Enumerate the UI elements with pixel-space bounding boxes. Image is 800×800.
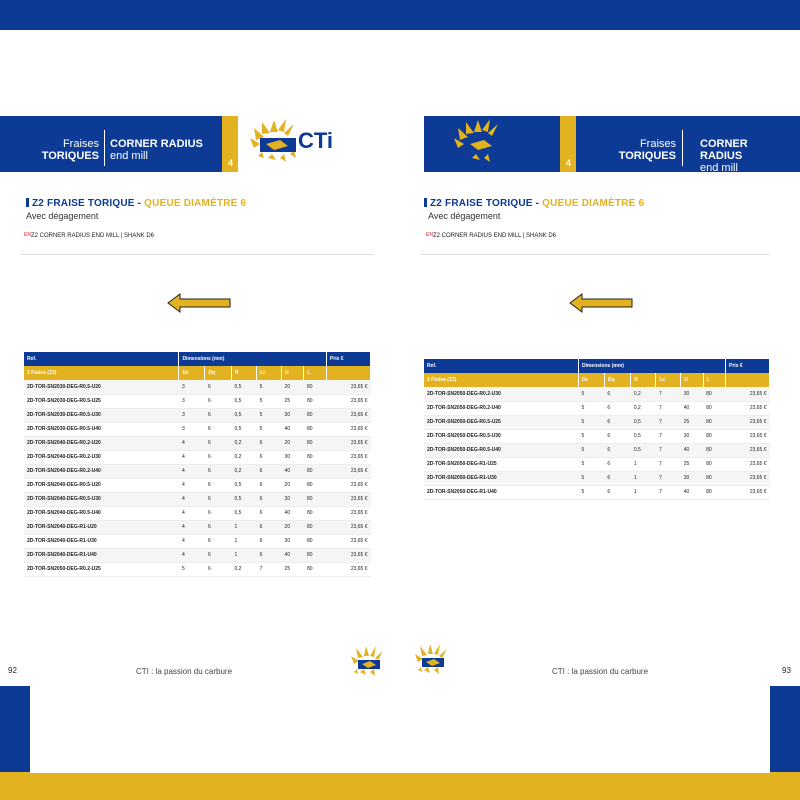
dimension-cell: 6	[604, 485, 630, 499]
dimension-cell: 0,5	[631, 429, 656, 443]
gold-frame-bottom	[0, 772, 800, 800]
dimension-cell: 7	[656, 485, 681, 499]
dimension-cell: 5	[578, 485, 604, 499]
dimension-cell: 6	[257, 464, 282, 478]
dimension-cell: 80	[304, 478, 326, 492]
col-r-right: R	[631, 373, 656, 387]
product-ref: 2D-TOR-SN2040-DEG-R0.5-U20	[24, 478, 179, 492]
left-arrow-icon-right	[568, 292, 634, 314]
dimension-cell: 7	[656, 429, 681, 443]
product-price: 23,65 €	[326, 450, 370, 464]
table-row	[424, 471, 770, 485]
dimension-cell: 6	[205, 422, 232, 436]
dimension-cell: 30	[282, 408, 304, 422]
dimension-cell: 6	[257, 436, 282, 450]
table-row	[24, 492, 371, 506]
dimension-cell: 80	[304, 562, 326, 576]
product-ref: 2D-TOR-SN2040-DEG-R1-U40	[24, 548, 179, 562]
product-ref: 2D-TOR-SN2050-DEG-R0.5-U25	[424, 415, 578, 429]
dimension-cell: 0,5	[631, 443, 656, 457]
page-number-left: 92	[8, 666, 17, 675]
dimension-cell: 6	[257, 478, 282, 492]
table-row	[24, 422, 371, 436]
dimension-cell: 3	[179, 422, 205, 436]
dimension-cell: 6	[205, 408, 232, 422]
dimension-cell: 20	[282, 436, 304, 450]
dimension-cell: 1	[231, 520, 256, 534]
dimension-cell: 0,5	[231, 394, 256, 408]
dimension-cell: 6	[604, 429, 630, 443]
col-r: R	[231, 366, 256, 380]
logo-text-right: CTi	[502, 128, 538, 153]
header-divider	[104, 130, 105, 166]
col-dimensions-header-right: Dimensions (mm)	[578, 359, 725, 373]
product-ref: 2D-TOR-SN2030-DEG-R0.5-U30	[24, 408, 179, 422]
table-row	[24, 394, 371, 408]
dimension-cell: 0,2	[231, 464, 256, 478]
dimension-cell: 30	[282, 534, 304, 548]
table-row	[24, 408, 371, 422]
product-price: 23,65 €	[326, 506, 370, 520]
dimension-cell: 6	[205, 436, 232, 450]
section-number-right: 4	[566, 158, 572, 168]
product-ref: 2D-TOR-SN2040-DEG-R0.2-U20	[24, 436, 179, 450]
dimension-cell: 6	[257, 520, 282, 534]
footer-logo-left-icon	[350, 642, 390, 682]
table-row	[424, 485, 770, 499]
dimension-cell: 80	[703, 387, 725, 401]
dimension-cell: 80	[304, 548, 326, 562]
dimension-cell: 0,2	[631, 387, 656, 401]
dimension-cell: 5	[257, 394, 282, 408]
dimension-cell: 4	[179, 478, 205, 492]
divider-line-right	[420, 254, 770, 255]
dimension-cell: 5	[578, 387, 604, 401]
dimension-cell: 0,2	[231, 562, 256, 576]
product-ref: 2D-TOR-SN2030-DEG-R0.5-U25	[24, 394, 179, 408]
product-ref: 2D-TOR-SN2050-DEG-R0.5-U30	[424, 429, 578, 443]
product-price: 23,65 €	[326, 520, 370, 534]
table-row	[24, 436, 371, 450]
product-price: 23,65 €	[326, 380, 370, 394]
col-dq: Dq	[205, 366, 232, 380]
dimension-cell: 1	[631, 457, 656, 471]
dimension-cell: 40	[681, 485, 703, 499]
col-dimensions-header: Dimensions (mm)	[179, 352, 326, 366]
dimension-cell: 6	[205, 492, 232, 506]
dimension-cell: 3	[179, 380, 205, 394]
dimension-cell: 7	[656, 443, 681, 457]
col-dc: Dc	[179, 366, 205, 380]
table-row	[424, 457, 770, 471]
table-row	[424, 443, 770, 457]
dimension-cell: 7	[656, 471, 681, 485]
product-ref: 2D-TOR-SN2050-DEG-R0.2-U25	[24, 562, 179, 576]
dimension-cell: 7	[656, 415, 681, 429]
dimension-cell: 5	[578, 457, 604, 471]
dimension-cell: 5	[179, 562, 205, 576]
product-price: 23,65 €	[726, 387, 770, 401]
dimension-cell: 80	[304, 422, 326, 436]
product-price: 23,65 €	[326, 422, 370, 436]
product-price: 23,65 €	[326, 548, 370, 562]
header-title-fr: Fraises TORIQUES	[41, 138, 99, 162]
product-table-left	[24, 352, 371, 577]
dimension-cell: 5	[257, 380, 282, 394]
dimension-cell: 6	[604, 401, 630, 415]
dimension-cell: 4	[179, 534, 205, 548]
dimension-cell: 4	[179, 436, 205, 450]
section-number: 4	[228, 158, 234, 168]
dimension-cell: 6	[205, 464, 232, 478]
dimension-cell: 0,5	[231, 408, 256, 422]
dimension-cell: 80	[703, 471, 725, 485]
product-price: 23,65 €	[326, 562, 370, 576]
dimension-cell: 25	[681, 415, 703, 429]
table-row	[24, 548, 371, 562]
col-dq-right: Dq	[604, 373, 630, 387]
dimension-cell: 7	[656, 387, 681, 401]
product-ref: 2D-TOR-SN2030-DEG-R0.5-U20	[24, 380, 179, 394]
header-title-en-right: CORNER RADIUS end mill	[700, 138, 748, 174]
product-ref: 2D-TOR-SN2050-DEG-R0.2-U40	[424, 401, 578, 415]
header-title-en: CORNER RADIUS end mill	[110, 138, 203, 162]
divider-line	[20, 254, 374, 255]
dimension-cell: 6	[604, 443, 630, 457]
col-u-right: U	[681, 373, 703, 387]
header-title-fr-right: Fraises TORIQUES	[618, 138, 676, 162]
dimension-cell: 6	[257, 534, 282, 548]
product-table-right	[424, 359, 770, 500]
table-row	[424, 387, 770, 401]
dimension-cell: 6	[604, 457, 630, 471]
logo-text: CTi	[298, 128, 334, 153]
dimension-cell: 80	[304, 394, 326, 408]
dimension-cell: 4	[179, 492, 205, 506]
dimension-cell: 80	[304, 408, 326, 422]
product-ref: 2D-TOR-SN2040-DEG-R0.5-U30	[24, 492, 179, 506]
cti-logo	[250, 114, 356, 174]
table-row	[24, 520, 371, 534]
dimension-cell: 6	[205, 562, 232, 576]
dimension-cell: 20	[282, 520, 304, 534]
table-row	[24, 478, 371, 492]
dimension-cell: 0,5	[231, 492, 256, 506]
dimension-cell: 6	[257, 450, 282, 464]
dimension-cell: 6	[604, 471, 630, 485]
product-price: 23,65 €	[726, 429, 770, 443]
flutes-label: 2 Flutes (Z2)	[24, 366, 179, 380]
dimension-cell: 6	[205, 478, 232, 492]
table-row	[24, 506, 371, 520]
dimension-cell: 30	[681, 429, 703, 443]
product-ref: 2D-TOR-SN2050-DEG-R0.5-U40	[424, 443, 578, 457]
dimension-cell: 4	[179, 548, 205, 562]
dimension-cell: 4	[179, 520, 205, 534]
dimension-cell: 0,5	[231, 478, 256, 492]
dimension-cell: 80	[304, 520, 326, 534]
col-price-header-right: Prix €	[726, 359, 770, 373]
dimension-cell: 1	[231, 548, 256, 562]
dimension-cell: 7	[656, 401, 681, 415]
product-ref: 2D-TOR-SN2040-DEG-R0.2-U40	[24, 464, 179, 478]
dimension-cell: 4	[179, 506, 205, 520]
dimension-cell: 0,5	[231, 422, 256, 436]
dimension-cell: 25	[282, 394, 304, 408]
dimension-cell: 6	[604, 387, 630, 401]
table-row	[24, 562, 371, 576]
dimension-cell: 40	[282, 422, 304, 436]
product-price: 23,65 €	[726, 485, 770, 499]
product-price: 23,65 €	[326, 464, 370, 478]
footer-slogan-left: CTI : la passion du carbure	[136, 667, 233, 676]
dimension-cell: 7	[656, 457, 681, 471]
product-price: 23,65 €	[726, 471, 770, 485]
header-divider-right	[682, 130, 683, 166]
dimension-cell: 5	[578, 415, 604, 429]
dimension-cell: 80	[304, 450, 326, 464]
dimension-cell: 0,2	[231, 436, 256, 450]
product-price: 23,65 €	[726, 401, 770, 415]
cti-logo-right	[454, 114, 560, 174]
product-price: 23,65 €	[326, 408, 370, 422]
product-ref: 2D-TOR-SN2040-DEG-R1-U30	[24, 534, 179, 548]
dimension-cell: 6	[257, 548, 282, 562]
dimension-cell: 5	[578, 443, 604, 457]
dimension-cell: 80	[703, 485, 725, 499]
dimension-cell: 25	[681, 457, 703, 471]
table-row	[24, 380, 371, 394]
dimension-cell: 20	[282, 380, 304, 394]
table-row	[24, 464, 371, 478]
dimension-cell: 80	[703, 429, 725, 443]
dimension-cell: 30	[282, 492, 304, 506]
col-ref-header: Ref.	[24, 352, 179, 366]
dimension-cell: 1	[631, 471, 656, 485]
dimension-cell: 6	[257, 506, 282, 520]
dimension-cell: 6	[604, 415, 630, 429]
footer-slogan-right: CTI : la passion du carbure	[552, 667, 649, 676]
dimension-cell: 5	[578, 471, 604, 485]
dimension-cell: 0,5	[231, 506, 256, 520]
product-ref: 2D-TOR-SN2050-DEG-R1-U40	[424, 485, 578, 499]
dimension-cell: 40	[282, 506, 304, 520]
col-l-right: L	[703, 373, 725, 387]
col-ref-header-right: Ref.	[424, 359, 578, 373]
dimension-cell: 6	[205, 520, 232, 534]
product-ref: 2D-TOR-SN2050-DEG-R1-U25	[424, 457, 578, 471]
dimension-cell: 0,5	[631, 415, 656, 429]
dimension-cell: 1	[631, 485, 656, 499]
product-ref: 2D-TOR-SN2030-DEG-R0.5-U40	[24, 422, 179, 436]
dimension-cell: 5	[578, 429, 604, 443]
product-ref: 2D-TOR-SN2040-DEG-R0.5-U40	[24, 506, 179, 520]
product-subtitle-right: Avec dégagement	[428, 211, 501, 221]
dimension-cell: 80	[304, 506, 326, 520]
product-price: 23,65 €	[726, 457, 770, 471]
dimension-cell: 25	[282, 562, 304, 576]
dimension-cell: 3	[179, 394, 205, 408]
table-row	[424, 429, 770, 443]
dimension-cell: 80	[703, 457, 725, 471]
dimension-cell: 6	[205, 380, 232, 394]
dimension-cell: 6	[205, 534, 232, 548]
dimension-cell: 40	[681, 401, 703, 415]
dimension-cell: 30	[282, 450, 304, 464]
dimension-cell: 1	[231, 534, 256, 548]
product-price: 23,65 €	[326, 492, 370, 506]
product-ref: 2D-TOR-SN2050-DEG-R0.2-U30	[424, 387, 578, 401]
product-price: 23,65 €	[326, 394, 370, 408]
dimension-cell: 5	[257, 408, 282, 422]
dimension-cell: 3	[179, 408, 205, 422]
col-dc-right: Dc	[578, 373, 604, 387]
product-price: 23,65 €	[726, 443, 770, 457]
dimension-cell: 6	[257, 492, 282, 506]
product-ref: 2D-TOR-SN2050-DEG-R1-U30	[424, 471, 578, 485]
dimension-cell: 80	[703, 401, 725, 415]
left-page	[8, 30, 400, 773]
product-title: Z2 FRAISE TORIQUE - QUEUE DIAMÈTRE 6	[26, 198, 246, 209]
left-arrow-icon	[166, 292, 232, 314]
dimension-cell: 0,2	[231, 450, 256, 464]
product-price: 23,65 €	[326, 436, 370, 450]
dimension-cell: 80	[304, 436, 326, 450]
dimension-cell: 0,2	[631, 401, 656, 415]
product-ref: 2D-TOR-SN2040-DEG-R0.2-U30	[24, 450, 179, 464]
dimension-cell: 6	[205, 506, 232, 520]
dimension-cell: 0,5	[231, 380, 256, 394]
product-tagline: ENZ2 CORNER RADIUS END MILL | SHANK D6	[24, 232, 154, 239]
table-row	[24, 450, 371, 464]
dimension-cell: 40	[282, 548, 304, 562]
dimension-cell: 30	[681, 387, 703, 401]
dimension-cell: 4	[179, 450, 205, 464]
product-tagline-right: ENZ2 CORNER RADIUS END MILL | SHANK D6	[426, 232, 556, 239]
table-row	[24, 534, 371, 548]
col-lc-right: Lc	[656, 373, 681, 387]
dimension-cell: 30	[681, 471, 703, 485]
dimension-cell: 5	[578, 401, 604, 415]
dimension-cell: 80	[703, 415, 725, 429]
table-row	[424, 415, 770, 429]
product-price: 23,65 €	[726, 415, 770, 429]
right-page	[400, 30, 770, 773]
col-price-header: Prix €	[326, 352, 370, 366]
dimension-cell: 40	[282, 464, 304, 478]
dimension-cell: 80	[304, 492, 326, 506]
dimension-cell: 6	[205, 450, 232, 464]
product-subtitle: Avec dégagement	[26, 211, 99, 221]
dimension-cell: 6	[205, 548, 232, 562]
dimension-cell: 20	[282, 478, 304, 492]
col-lc: Lc	[257, 366, 282, 380]
dimension-cell: 5	[257, 422, 282, 436]
product-price: 23,65 €	[326, 478, 370, 492]
dimension-cell: 40	[681, 443, 703, 457]
product-ref: 2D-TOR-SN2040-DEG-R1-U20	[24, 520, 179, 534]
dimension-cell: 80	[304, 534, 326, 548]
col-u: U	[282, 366, 304, 380]
dimension-cell: 4	[179, 464, 205, 478]
dimension-cell: 80	[703, 443, 725, 457]
col-l: L	[304, 366, 326, 380]
dimension-cell: 7	[257, 562, 282, 576]
dimension-cell: 6	[205, 394, 232, 408]
table-row	[424, 401, 770, 415]
product-title-right: Z2 FRAISE TORIQUE - QUEUE DIAMÈTRE 6	[424, 198, 644, 209]
flutes-label-right: 2 Flutes (Z2)	[424, 373, 578, 387]
footer-logo-right-icon	[414, 640, 454, 680]
dimension-cell: 80	[304, 380, 326, 394]
product-price: 23,65 €	[326, 534, 370, 548]
dimension-cell: 80	[304, 464, 326, 478]
page-number-right: 93	[782, 666, 791, 675]
